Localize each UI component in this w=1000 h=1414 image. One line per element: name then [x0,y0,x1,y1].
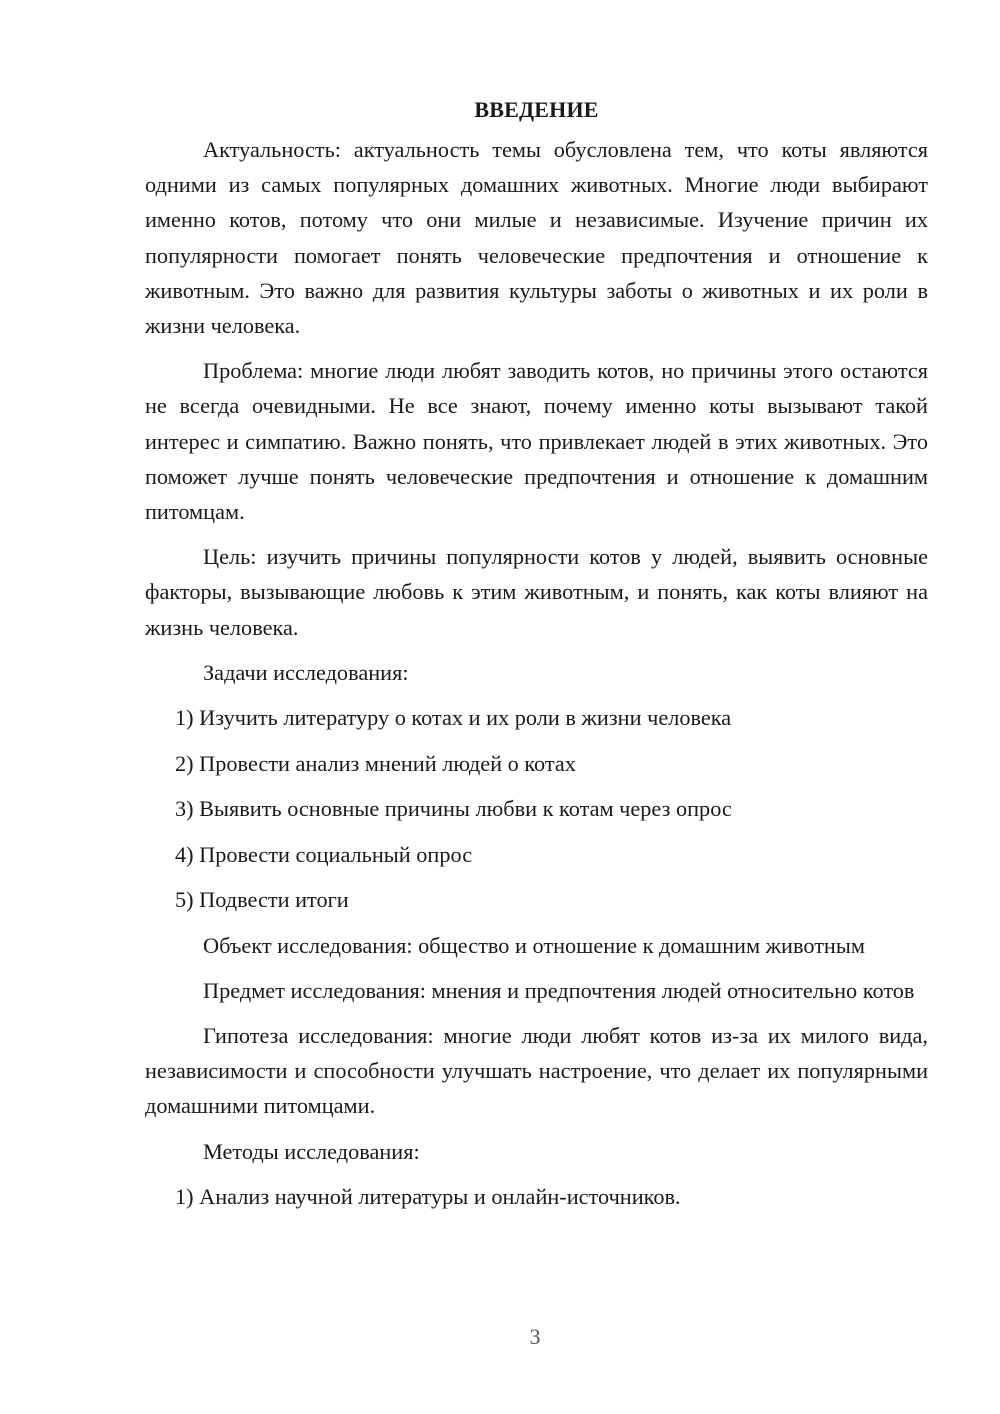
hypothesis-paragraph: Гипотеза исследования: многие люди любят котов из-за их милого вида, независимости и способности улучшать настроение, что делает их популярными домашними питомцами. [145,1022,928,1119]
tasks-heading: Задачи исследования: [203,659,409,685]
list-item: 1) Изучить литературу о котах и их роли в жизни человека [175,705,732,731]
tasks-list [145,700,928,917]
list-item: 3) Выявить основные причины любви к котам через опрос [175,796,732,822]
document-page [145,92,928,1224]
object-paragraph: Объект исследования: общество и отношение к домашним животным [203,932,865,958]
page-number: 3 [529,1324,541,1349]
list-item: 4) Провести социальный опрос [175,841,473,867]
methods-list [145,1179,928,1214]
list-item: 2) Провести анализ мнений людей о котах [175,750,576,776]
problem-paragraph: Проблема: многие люди любят заводить котов, но причины этого остаются не всегда очевидными. Не все знают, почему именно коты вызывают такой интерес и симпатию. Важно понять, что привлекает людей в этих животных. Это поможет лучше понять человеческие предпочтения и отношение к домашним питомцам. [145,358,928,525]
methods-heading: Методы исследования: [203,1138,420,1164]
relevance-paragraph: Актуальность: актуальность темы обусловлена тем, что коты являются одними из самых популярных домашних животных. Многие люди выбирают именно котов, потому что они милые и независимые. Изучение причин их популярности помогает понять человеческие предпочтения и отношение к животным. Это важно для развития культуры заботы о животных и их роли в жизни человека. [145,137,928,339]
list-item: 5) Подвести итоги [175,887,349,913]
list-item: 1) Анализ научной литературы и онлайн-источников. [175,1183,681,1209]
section-title: ВВЕДЕНИЕ [474,97,599,122]
subject-paragraph: Предмет исследования: мнения и предпочтения людей относительно котов [203,977,915,1003]
goal-paragraph: Цель: изучить причины популярности котов у людей, выявить основные факторы, вызывающие любовь к этим животным, и понять, как коты влияют на жизнь человека. [145,544,928,640]
